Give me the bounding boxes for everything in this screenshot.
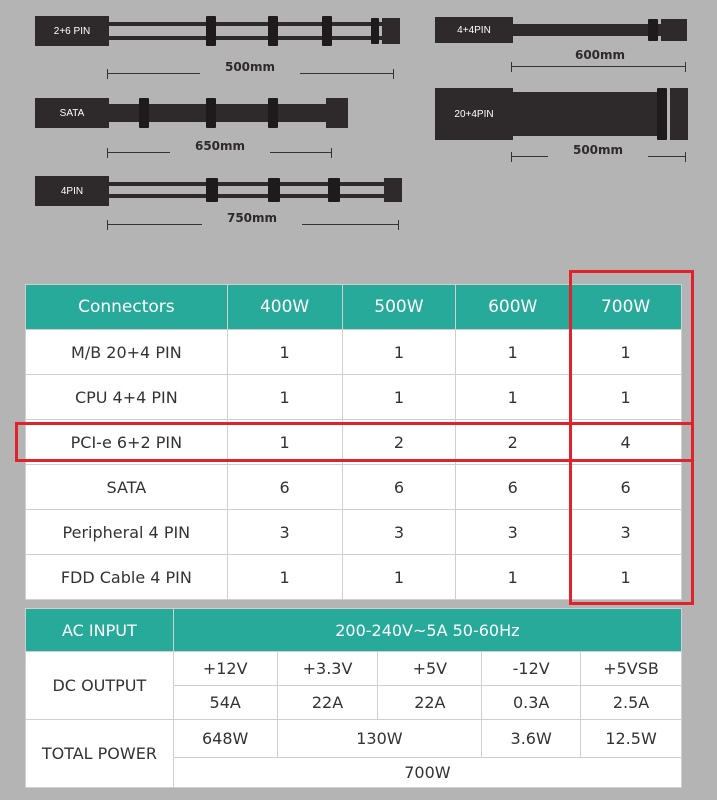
table-cell: 2 <box>456 420 570 465</box>
table-cell: 3 <box>570 510 682 555</box>
rail-current: 22A <box>378 686 482 720</box>
table-cell: 2 <box>342 420 456 465</box>
power-5vsb: 12.5W <box>581 720 682 758</box>
table-cell: 3 <box>227 510 342 555</box>
cable-sleeve <box>648 19 658 41</box>
dimension-line <box>511 62 686 72</box>
table-cell: 6 <box>227 465 342 510</box>
cable-sleeve <box>139 98 149 128</box>
cable-plug-4-4-pin <box>435 17 513 43</box>
power-12v: 648W <box>173 720 277 758</box>
cable-sleeve <box>268 178 280 202</box>
cable-end-connector <box>384 178 402 202</box>
table-cell: 1 <box>227 420 342 465</box>
rail-current: 2.5A <box>581 686 682 720</box>
table-cell: 1 <box>227 555 342 600</box>
rail-current: 0.3A <box>482 686 581 720</box>
cable-length: 750mm <box>202 211 302 225</box>
cable-wire <box>109 22 389 40</box>
cable-sleeve <box>206 178 218 202</box>
cable-length: 650mm <box>170 139 270 153</box>
rail-current: 22A <box>277 686 378 720</box>
cable-length: 500mm <box>200 60 300 74</box>
column-header: 500W <box>342 285 456 330</box>
cable-sleeve <box>268 16 278 46</box>
row-label: M/B 20+4 PIN <box>26 330 228 375</box>
rail-label: +5VSB <box>581 652 682 686</box>
dc-output-label: DC OUTPUT <box>26 652 174 720</box>
table-cell: 6 <box>456 465 570 510</box>
power-row <box>26 720 682 758</box>
column-header: 700W <box>570 285 682 330</box>
table-cell: 1 <box>456 330 570 375</box>
column-header: 400W <box>227 285 342 330</box>
total-power-label: TOTAL POWER <box>26 720 174 788</box>
total-power-value: 700W <box>173 758 681 788</box>
column-header: Connectors <box>26 285 228 330</box>
cable-label: 4PIN <box>60 185 84 197</box>
cable-label: 4+4PIN <box>457 24 491 36</box>
rail-current: 54A <box>173 686 277 720</box>
table-cell: 1 <box>342 555 456 600</box>
cable-plug-20-4-pin <box>435 88 513 140</box>
table-cell: 1 <box>570 555 682 600</box>
table-cell: 1 <box>456 555 570 600</box>
rail-label: +3.3V <box>277 652 378 686</box>
ac-input-value: 200-240V~5A 50-60Hz <box>173 609 681 652</box>
table-cell: 1 <box>570 330 682 375</box>
row-label: SATA <box>26 465 228 510</box>
table-cell: 1 <box>456 375 570 420</box>
cable-plug-sata <box>35 98 109 128</box>
cable-plug-2-6-pin <box>35 16 109 46</box>
cable-wire <box>513 24 663 36</box>
table-cell: 6 <box>570 465 682 510</box>
cable-sleeve <box>657 88 667 140</box>
cable-plug-4pin <box>35 176 109 206</box>
cable-label: 20+4PIN <box>454 108 494 120</box>
cable-length: 600mm <box>550 48 650 62</box>
table-cell: 4 <box>570 420 682 465</box>
row-label: Peripheral 4 PIN <box>26 510 228 555</box>
highlight-pcie-row <box>15 422 694 462</box>
cable-sleeve <box>206 16 216 46</box>
cable-sleeve <box>206 98 216 128</box>
cable-label: 2+6 PIN <box>53 25 91 37</box>
cable-label: SATA <box>59 107 85 119</box>
table-cell: 1 <box>227 330 342 375</box>
rail-label: -12V <box>482 652 581 686</box>
cable-end-connector <box>326 98 348 128</box>
cable-sleeve <box>268 98 278 128</box>
rail-label: +12V <box>173 652 277 686</box>
cable-sleeve <box>328 178 340 202</box>
power-neg12v: 3.6W <box>482 720 581 758</box>
table-cell: 3 <box>342 510 456 555</box>
ac-input-label: AC INPUT <box>26 609 174 652</box>
table-cell: 1 <box>570 375 682 420</box>
cable-wire <box>109 182 389 198</box>
cable-end-connector <box>670 88 688 140</box>
table-cell: 1 <box>227 375 342 420</box>
row-label: FDD Cable 4 PIN <box>26 555 228 600</box>
cable-length: 500mm <box>548 143 648 157</box>
table-cell: 6 <box>342 465 456 510</box>
power-spec-table <box>25 608 682 788</box>
dc-rail-row <box>26 652 682 686</box>
column-header: 600W <box>456 285 570 330</box>
table-cell: 3 <box>456 510 570 555</box>
cable-end-connector <box>382 18 400 44</box>
table-cell: 1 <box>342 375 456 420</box>
ac-input-row <box>26 609 682 652</box>
cable-end-connector <box>661 19 687 41</box>
cable-wire <box>513 92 663 136</box>
row-label: PCI-e 6+2 PIN <box>26 420 228 465</box>
cable-sleeve <box>322 16 332 46</box>
power-3v3-5v: 130W <box>277 720 482 758</box>
row-label: CPU 4+4 PIN <box>26 375 228 420</box>
rail-label: +5V <box>378 652 482 686</box>
table-cell: 1 <box>342 330 456 375</box>
cable-sleeve <box>371 18 379 44</box>
